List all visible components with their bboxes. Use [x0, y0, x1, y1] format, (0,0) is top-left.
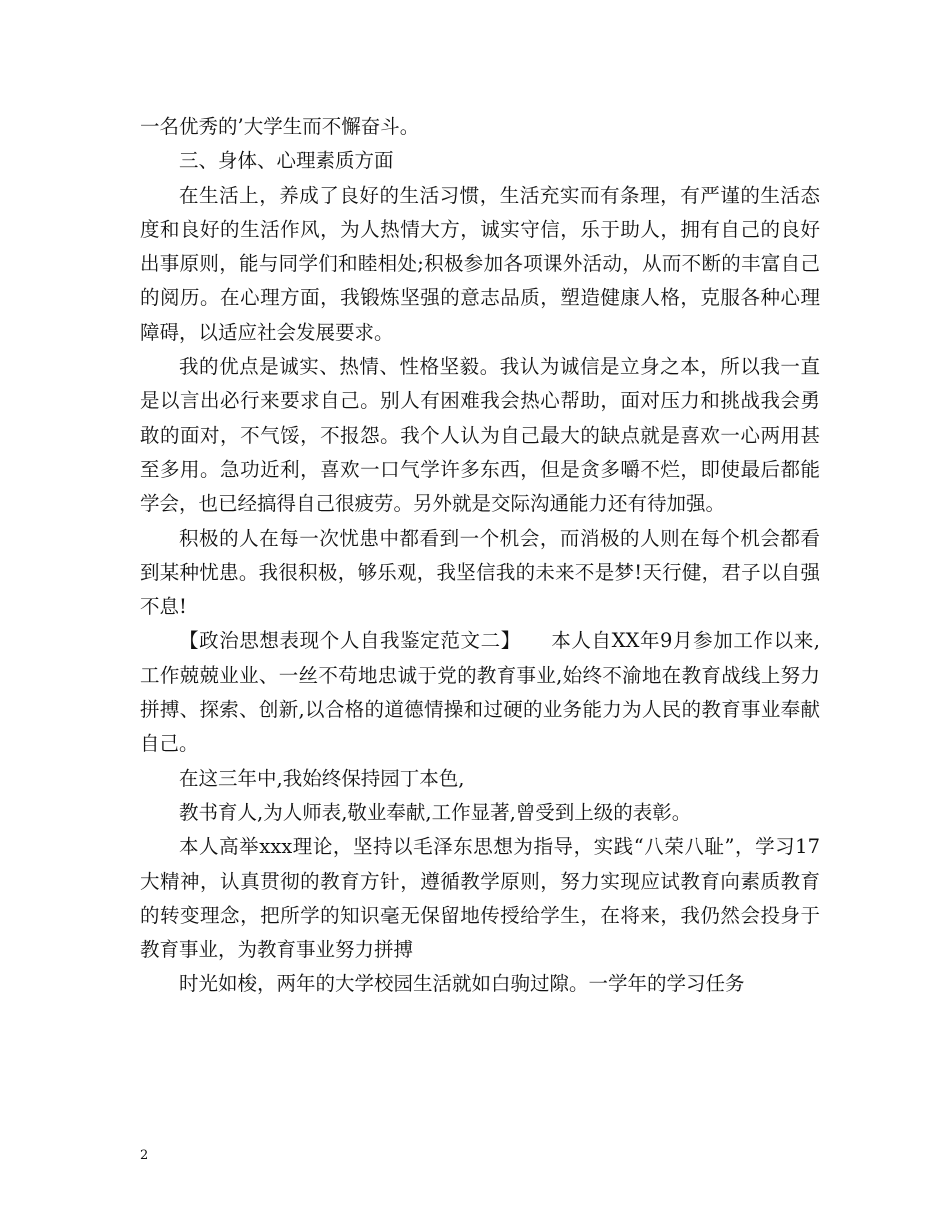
paragraph-10: 时光如梭，两年的大学校园生活就如白驹过隙。一学年的学习任务	[179, 972, 745, 996]
paragraph-5: 积极的人在每一次忧患中都看到一个机会，而消极的人则在每个机会都看到某种忧患。我很积极，够乐观，我坚信我的未来不是梦!天行健，君子以自强不息!	[140, 526, 820, 619]
section-heading-physical-mental: 三、身体、心理素质方面	[179, 149, 394, 173]
paragraph-6: 【政治思想表现个人自我鉴定范文二】 本人自XX年9月参加工作以来,工作兢兢业业、一丝不苟地忠诚于党的教育事业,始终不渝地在教育战线上努力拼搏、探索、创新,以合格的道德情操和过硬的业务能力为人民的教育事业奉献自己。	[140, 629, 820, 756]
paragraph-4: 我的优点是诚实、热情、性格坚毅。我认为诚信是立身之本，所以我一直是以言出必行来要求自己。别人有困难我会热心帮助，面对压力和挑战我会勇敢的面对，不气馁，不报怨。我个人认为自己最大的缺点就是喜欢一心两用甚至多用。急功近利，喜欢一口气学许多东西，但是贪多嚼不烂，即使最后都能学会，也已经搞得自己很疲劳。另外就是交际沟通能力还有待加强。	[140, 355, 820, 516]
page-number: 2	[140, 1148, 149, 1163]
paragraph-9: 本人高举xxx理论，坚持以毛泽东思想为指导，实践“八荣八耻”，学习17大精神，认真贯彻的教育方针，遵循教学原则，努力实现应试教育向素质教育的转变理念，把所学的知识毫无保留地传授给学生，在将来，我仍然会投身于教育事业，为教育事业努力拼搏	[140, 835, 820, 962]
paragraph-8: 教书育人,为人师表,敬业奉献,工作显著,曾受到上级的表彰。	[179, 800, 692, 824]
paragraph-3: 在生活上，养成了良好的生活习惯，生活充实而有条理，有严谨的生活态度和良好的生活作风，为人热情大方，诚实守信，乐于助人，拥有自己的良好出事原则，能与同学们和睦相处;积极参加各项课外活动，从而不断的丰富自己的阅历。在心理方面，我锻炼坚强的意志品质，塑造健康人格，克服各种心理障碍，以适应社会发展要求。	[140, 183, 820, 344]
document-body	[140, 110, 820, 1002]
paragraph-1: 一名优秀的’大学生而不懈奋斗。	[140, 115, 420, 138]
paragraph-7: 在这三年中,我始终保持园丁本色,	[179, 766, 465, 790]
